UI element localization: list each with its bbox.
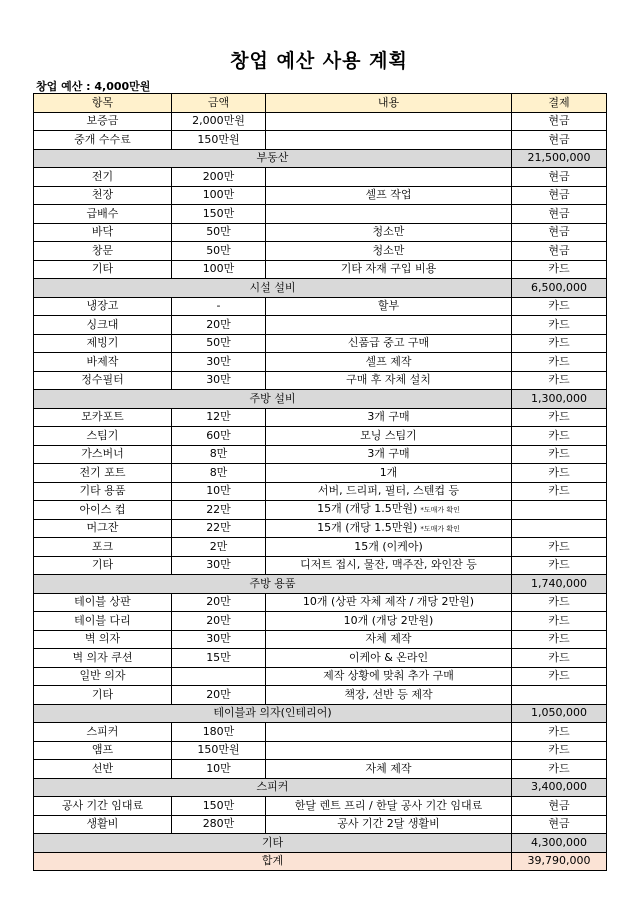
item-cell: 중개 수수료 [34,131,172,150]
item-cell: 벽 의자 [34,630,172,649]
payment-cell: 카드 [512,260,607,279]
content-cell [266,482,512,501]
amount-cell: 30만 [172,371,266,390]
section-subtotal-row [34,704,607,723]
table-row [34,686,607,705]
item-cell: 머그잔 [34,519,172,538]
item-cell: 전기 포트 [34,464,172,483]
content-cell [266,297,512,316]
amount-cell: 22만 [172,501,266,520]
amount-cell: 150만원 [172,131,266,150]
amount-cell: 30만 [172,353,266,372]
amount-cell [172,667,266,686]
total-label: 합계 [34,852,512,871]
content-cell [266,630,512,649]
payment-cell: 카드 [512,593,607,612]
section-subtotal-row [34,778,607,797]
amount-cell: 12만 [172,408,266,427]
amount-cell: 10만 [172,760,266,779]
table-row [34,427,607,446]
amount-cell: 30만 [172,556,266,575]
table-row [34,797,607,816]
table-row [34,593,607,612]
amount-cell: 280만 [172,815,266,834]
table-row [34,186,607,205]
content-cell [266,538,512,557]
content-text: 모닝 스팀기 [360,428,417,442]
amount-cell: 8만 [172,464,266,483]
payment-cell: 카드 [512,371,607,390]
item-cell: 기타 [34,260,172,279]
table-row [34,612,607,631]
amount-cell: 50만 [172,242,266,261]
header-amount: 금액 [172,94,266,113]
payment-cell: 카드 [512,723,607,742]
payment-cell: 현금 [512,815,607,834]
table-row [34,667,607,686]
table-row [34,482,607,501]
amount-cell: 10만 [172,482,266,501]
content-note: *도매가 확인 [420,506,460,515]
content-cell [266,797,512,816]
section-label: 기타 [34,834,512,853]
payment-cell: 카드 [512,612,607,631]
table-row [34,556,607,575]
content-text: 자체 제작 [365,632,412,646]
amount-cell: 22만 [172,519,266,538]
item-cell: 창문 [34,242,172,261]
table-row [34,649,607,668]
section-total: 1,050,000 [512,704,607,723]
content-text: 15개 (개당 1.5만원) [317,502,418,516]
payment-cell: 카드 [512,741,607,760]
amount-cell: 50만 [172,334,266,353]
amount-cell: 15만 [172,649,266,668]
content-cell [266,445,512,464]
section-label: 스피커 [34,778,512,797]
table-row [34,501,607,520]
section-label: 시설 설비 [34,279,512,298]
table-row [34,371,607,390]
amount-cell: - [172,297,266,316]
item-cell: 선반 [34,760,172,779]
item-cell: 테이블 상판 [34,593,172,612]
content-text: 구매 후 자체 설치 [346,373,431,387]
amount-cell: 20만 [172,686,266,705]
payment-cell: 현금 [512,223,607,242]
item-cell: 생활비 [34,815,172,834]
item-cell: 기타 [34,686,172,705]
amount-cell: 30만 [172,630,266,649]
payment-cell [512,501,607,520]
table-row [34,464,607,483]
amount-cell: 60만 [172,427,266,446]
content-text: 기타 자재 구입 비용 [340,262,437,276]
content-text: 청소만 [372,225,405,239]
amount-cell: 150만 [172,205,266,224]
content-text: 1개 [379,465,398,479]
payment-cell: 카드 [512,649,607,668]
grand-total-value: 39,790,000 [512,852,607,871]
section-total: 1,740,000 [512,575,607,594]
item-cell: 바닥 [34,223,172,242]
section-label: 주방 설비 [34,390,512,409]
payment-cell: 카드 [512,630,607,649]
content-cell [266,168,512,187]
content-cell [266,741,512,760]
payment-cell: 카드 [512,297,607,316]
content-cell [266,260,512,279]
payment-cell: 카드 [512,464,607,483]
content-text: 셀프 작업 [365,188,412,202]
content-cell [266,760,512,779]
table-row [34,297,607,316]
table-row [34,630,607,649]
content-note: *도매가 확인 [420,524,460,533]
item-cell: 포크 [34,538,172,557]
payment-cell: 현금 [512,112,607,131]
amount-cell: 150만원 [172,741,266,760]
payment-cell: 현금 [512,186,607,205]
table-row [34,445,607,464]
payment-cell: 카드 [512,482,607,501]
table-row [34,815,607,834]
content-cell [266,316,512,335]
page-title: 창업 예산 사용 계획 [230,50,408,72]
amount-cell: 8만 [172,445,266,464]
payment-cell: 카드 [512,427,607,446]
content-cell [266,371,512,390]
amount-cell: 2,000만원 [172,112,266,131]
budget-label: 창업 예산 : 4,000만원 [36,80,151,93]
total-row [34,852,607,871]
section-total: 4,300,000 [512,834,607,853]
payment-cell [512,519,607,538]
section-subtotal-row [34,834,607,853]
budget-table-body [34,94,607,871]
payment-cell: 현금 [512,797,607,816]
section-label: 부동산 [34,149,512,168]
amount-cell: 20만 [172,593,266,612]
content-cell [266,353,512,372]
section-subtotal-row [34,575,607,594]
section-subtotal-row [34,390,607,409]
amount-cell: 20만 [172,316,266,335]
section-subtotal-row [34,279,607,298]
item-cell: 급배수 [34,205,172,224]
content-text: 3개 구매 [367,447,410,461]
payment-cell: 카드 [512,556,607,575]
content-cell [266,556,512,575]
table-row [34,334,607,353]
content-text: 10개 (개당 2만원) [343,613,434,627]
table-row [34,223,607,242]
item-cell: 냉장고 [34,297,172,316]
section-total: 6,500,000 [512,279,607,298]
content-cell [266,501,512,520]
content-text: 셀프 제작 [365,354,412,368]
content-cell [266,427,512,446]
table-row [34,538,607,557]
payment-cell: 카드 [512,667,607,686]
table-row [34,741,607,760]
item-cell: 싱크대 [34,316,172,335]
payment-cell: 카드 [512,353,607,372]
content-cell [266,131,512,150]
content-text: 공사 기간 2달 생활비 [337,817,440,831]
content-cell [266,112,512,131]
content-text: 책장, 선반 등 제작 [344,687,433,701]
budget-table [33,93,607,871]
item-cell: 정수필터 [34,371,172,390]
item-cell: 일반 의자 [34,667,172,686]
payment-cell: 현금 [512,242,607,261]
content-cell [266,686,512,705]
section-subtotal-row [34,149,607,168]
table-row [34,316,607,335]
payment-cell: 카드 [512,334,607,353]
content-text: 10개 (상판 자체 제작 / 개당 2만원) [302,595,475,609]
item-cell: 벽 의자 쿠션 [34,649,172,668]
item-cell: 테이블 다리 [34,612,172,631]
content-text: 제작 상황에 맞춰 추가 구매 [323,669,454,683]
content-cell [266,593,512,612]
payment-cell: 카드 [512,760,607,779]
table-row [34,723,607,742]
amount-cell: 200만 [172,168,266,187]
content-text: 15개 (이케아) [354,539,423,553]
content-text: 한달 렌트 프리 / 한달 공사 기간 임대료 [294,798,483,812]
content-cell [266,649,512,668]
content-text: 할부 [377,299,400,313]
amount-cell: 100만 [172,186,266,205]
table-row [34,112,607,131]
amount-cell: 2만 [172,538,266,557]
content-cell [266,667,512,686]
header-payment: 결제 [512,94,607,113]
item-cell: 스팀기 [34,427,172,446]
item-cell: 바제작 [34,353,172,372]
item-cell: 모카포트 [34,408,172,427]
content-cell [266,223,512,242]
payment-cell [512,686,607,705]
table-row [34,131,607,150]
item-cell: 천장 [34,186,172,205]
payment-cell: 카드 [512,408,607,427]
content-cell [266,723,512,742]
content-cell [266,815,512,834]
item-cell: 아이스 컵 [34,501,172,520]
item-cell: 가스버너 [34,445,172,464]
table-row [34,760,607,779]
content-cell [266,464,512,483]
table-row [34,242,607,261]
amount-cell: 180만 [172,723,266,742]
content-text: 청소만 [372,243,405,257]
payment-cell: 카드 [512,445,607,464]
item-cell: 공사 기간 임대료 [34,797,172,816]
content-text: 신품급 중고 구매 [347,336,430,350]
item-cell: 기타 용품 [34,482,172,501]
amount-cell: 100만 [172,260,266,279]
content-cell [266,205,512,224]
content-text: 디저트 접시, 물잔, 맥주잔, 와인잔 등 [300,558,477,572]
content-text: 15개 (개당 1.5만원) [317,520,418,534]
content-text: 3개 구매 [367,410,410,424]
item-cell: 전기 [34,168,172,187]
amount-cell: 150만 [172,797,266,816]
header-item: 항목 [34,94,172,113]
section-total: 3,400,000 [512,778,607,797]
content-cell [266,242,512,261]
table-row [34,519,607,538]
payment-cell: 현금 [512,168,607,187]
table-row [34,168,607,187]
section-total: 1,300,000 [512,390,607,409]
table-row [34,408,607,427]
content-cell [266,334,512,353]
amount-cell: 20만 [172,612,266,631]
amount-cell: 50만 [172,223,266,242]
item-cell: 보증금 [34,112,172,131]
content-text: 서버, 드리퍼, 필터, 스텐컵 등 [317,484,460,498]
content-cell [266,186,512,205]
item-cell: 기타 [34,556,172,575]
content-cell [266,408,512,427]
payment-cell: 카드 [512,538,607,557]
table-row [34,260,607,279]
header-content: 내용 [266,94,512,113]
content-text: 이케아 & 온라인 [348,650,429,664]
content-cell [266,612,512,631]
section-total: 21,500,000 [512,149,607,168]
content-cell [266,519,512,538]
item-cell: 스피커 [34,723,172,742]
item-cell: 앰프 [34,741,172,760]
table-row [34,205,607,224]
content-text: 자체 제작 [365,761,412,775]
section-label: 테이블과 의자(인테리어) [34,704,512,723]
payment-cell: 현금 [512,205,607,224]
table-header-row [34,94,607,113]
section-label: 주방 용품 [34,575,512,594]
payment-cell: 카드 [512,316,607,335]
payment-cell: 현금 [512,131,607,150]
item-cell: 제빙기 [34,334,172,353]
table-row [34,353,607,372]
